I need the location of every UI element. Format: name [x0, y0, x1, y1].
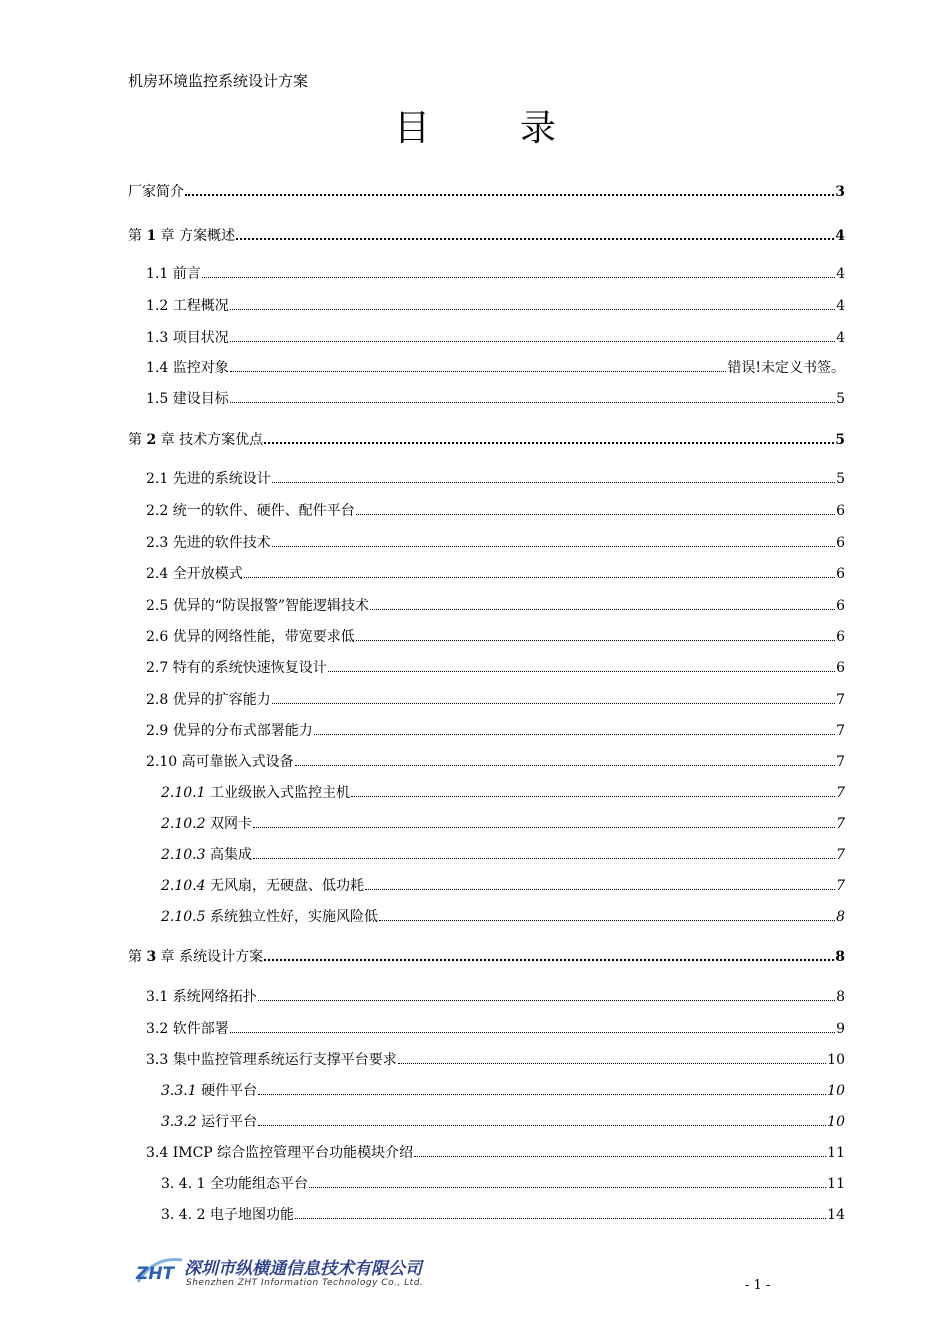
- chapter-label: 厂家简介: [128, 184, 184, 200]
- toc-page-number: 错误!未定义书签。: [727, 360, 845, 376]
- toc-page-number: 6: [836, 566, 845, 582]
- toc-page-number: 7: [836, 692, 845, 708]
- toc-page-number: 11: [827, 1145, 845, 1161]
- dot-leader: [230, 327, 835, 342]
- section-number: 2.4: [146, 566, 169, 582]
- section-label: 优异的扩容能力: [172, 692, 271, 708]
- dot-leader: [185, 180, 834, 196]
- toc-entry[interactable]: [161, 813, 845, 833]
- chapter-label: 章 方案概述: [160, 228, 236, 244]
- toc-entry[interactable]: [146, 626, 845, 646]
- toc-entry[interactable]: [161, 875, 845, 895]
- toc-entry[interactable]: [128, 945, 845, 965]
- section-label: 软件部署: [172, 1021, 229, 1037]
- section-number: 1.4: [146, 360, 169, 376]
- toc-entry-title: [161, 1174, 308, 1194]
- toc-entry-title: [146, 1019, 229, 1039]
- section-number: 1.5: [146, 391, 169, 407]
- section-number: 2.10.3: [161, 847, 206, 863]
- toc-entry-title: [146, 658, 327, 678]
- section-label: 先进的软件技术: [172, 535, 271, 551]
- toc-entry-title: [161, 783, 350, 803]
- section-number: 1.1: [146, 266, 169, 282]
- toc-entry-title: [146, 296, 229, 316]
- section-number: 2.10.5: [161, 909, 206, 925]
- toc-title: [0, 100, 950, 151]
- toc-entry-title: [128, 182, 184, 202]
- dot-leader: [264, 945, 834, 961]
- toc-entry-title: [146, 627, 355, 647]
- dot-leader: [328, 657, 835, 672]
- toc-entry[interactable]: [146, 563, 845, 583]
- toc-page-number: 8: [836, 909, 845, 925]
- section-number: 2.8: [146, 692, 169, 708]
- section-number: 1.2: [146, 298, 169, 314]
- section-label: 监控对象: [172, 360, 229, 376]
- toc-page-number: 10: [827, 1083, 845, 1099]
- toc-entry[interactable]: [161, 1080, 845, 1100]
- section-number: 2.5: [146, 598, 169, 614]
- dot-leader: [356, 626, 835, 641]
- dot-leader: [295, 1204, 826, 1219]
- toc-page-number: 3: [835, 184, 845, 200]
- toc-page-number: 10: [827, 1052, 845, 1068]
- toc-entry-title: [161, 1205, 294, 1225]
- toc-page-number: 6: [836, 598, 845, 614]
- toc-entry[interactable]: [161, 1173, 845, 1193]
- section-label: 优异的网络性能，带宽要求低: [172, 629, 355, 645]
- toc-entry[interactable]: [146, 751, 845, 771]
- toc-page-number: 8: [835, 949, 845, 965]
- section-label: 集中监控管理系统运行支撑平台要求: [172, 1052, 397, 1068]
- dot-leader: [370, 595, 835, 610]
- toc-entry[interactable]: [146, 295, 845, 315]
- dot-leader: [356, 500, 835, 515]
- toc-entry[interactable]: [146, 986, 845, 1006]
- toc-entry-title: [146, 721, 313, 741]
- toc-page-number: 7: [836, 847, 845, 863]
- toc-entry[interactable]: [146, 720, 845, 740]
- section-label: 特有的系统快速恢复设计: [172, 660, 327, 676]
- section-number: 2.10: [146, 754, 178, 770]
- toc-page-number: 5: [835, 432, 845, 448]
- section-label: 建设目标: [172, 391, 229, 407]
- section-label: 先进的系统设计: [172, 471, 271, 487]
- toc-page-number: 6: [836, 503, 845, 519]
- toc-entry-title: [146, 358, 229, 378]
- section-label: 运行平台: [201, 1114, 258, 1130]
- dot-leader: [272, 689, 835, 704]
- dot-leader: [244, 563, 835, 578]
- toc-entry[interactable]: [146, 357, 845, 377]
- dot-leader: [379, 906, 835, 921]
- company-name-cn: 深圳市纵横通信息技术有限公司: [184, 1259, 422, 1279]
- section-label: 优异的“防误报警”智能逻辑技术: [172, 598, 370, 614]
- dot-leader: [309, 1173, 826, 1188]
- toc-entry[interactable]: [128, 180, 845, 200]
- toc-entry[interactable]: [146, 1049, 845, 1069]
- toc-page-number: 7: [836, 785, 845, 801]
- chapter-prefix: 第: [128, 949, 142, 965]
- toc-page-number: 6: [836, 660, 845, 676]
- dot-leader: [236, 224, 834, 240]
- chapter-prefix: 第: [128, 432, 142, 448]
- toc-entry-title: [128, 430, 263, 450]
- toc-page-number: 4: [836, 298, 845, 314]
- toc-page-number: 9: [836, 1021, 845, 1037]
- section-number: 2.10.1: [161, 785, 206, 801]
- toc-entry[interactable]: [146, 689, 845, 709]
- dot-leader: [230, 357, 727, 372]
- toc-entry-title: [146, 469, 271, 489]
- chapter-label: 章 系统设计方案: [160, 949, 264, 965]
- section-label: 高可靠嵌入式设备: [181, 754, 294, 770]
- section-number: 2.7: [146, 660, 169, 676]
- page-number: - 1 -: [745, 1278, 771, 1293]
- chapter-prefix: 第: [128, 228, 142, 244]
- toc-page-number: 6: [836, 535, 845, 551]
- chapter-number: 3: [146, 949, 157, 965]
- page-header: 机房环境监控系统设计方案: [128, 72, 309, 90]
- toc-entry[interactable]: [161, 844, 845, 864]
- chapter-number: 1: [146, 228, 157, 244]
- toc-page-number: 4: [836, 266, 845, 282]
- company-name-en: Shenzhen ZHT Information Technology Co., Ltd.: [186, 1278, 424, 1288]
- section-label: 工程概况: [172, 298, 229, 314]
- section-label: 高集成: [209, 847, 252, 863]
- section-number: 3.1: [146, 989, 169, 1005]
- toc-entry[interactable]: [128, 428, 845, 448]
- dot-leader: [253, 813, 835, 828]
- toc-entry[interactable]: [146, 388, 845, 408]
- toc-page-number: 6: [836, 629, 845, 645]
- toc-page-number: 11: [827, 1176, 845, 1192]
- dot-leader: [258, 1111, 826, 1126]
- section-number: 2.1: [146, 471, 169, 487]
- toc-entry[interactable]: [146, 532, 845, 552]
- toc-page-number: 4: [836, 330, 845, 346]
- toc-entry-title: [146, 596, 369, 616]
- section-label: 系统网络拓扑: [172, 989, 257, 1005]
- dot-leader: [272, 532, 835, 547]
- section-number: 3. 4. 1: [161, 1176, 206, 1192]
- dot-leader: [230, 1018, 835, 1033]
- section-number: 3.2: [146, 1021, 169, 1037]
- section-label: 硬件平台: [201, 1083, 258, 1099]
- dot-leader: [230, 388, 835, 403]
- section-number: 3.4 IMCP: [146, 1145, 213, 1161]
- section-number: 3.3.2: [161, 1114, 197, 1130]
- toc-entry-title: [146, 690, 271, 710]
- toc-entry-title: [146, 501, 355, 521]
- section-label: 系统独立性好，实施风险低: [209, 909, 378, 925]
- toc-entry-title: [161, 907, 378, 927]
- section-label: 双网卡: [209, 816, 252, 832]
- toc-entry-title: [146, 389, 229, 409]
- toc-entry-title: [128, 947, 263, 967]
- toc-entry[interactable]: [146, 263, 845, 283]
- section-number: 3.3.1: [161, 1083, 197, 1099]
- section-label: 全开放模式: [172, 566, 243, 582]
- toc-entry-title: [146, 987, 257, 1007]
- toc-entry[interactable]: [146, 1018, 845, 1038]
- dot-leader: [295, 751, 835, 766]
- toc-entry[interactable]: [146, 468, 845, 488]
- toc-entry-title: [146, 1050, 397, 1070]
- section-label: 前言: [172, 266, 201, 282]
- toc-entry[interactable]: [161, 782, 845, 802]
- dot-leader: [253, 844, 835, 859]
- toc-entry-title: [146, 328, 229, 348]
- company-logo: [134, 1252, 424, 1296]
- toc-entry-title: [161, 1081, 257, 1101]
- section-number: 2.10.4: [161, 878, 206, 894]
- toc-entry[interactable]: [146, 595, 845, 615]
- section-label: 工业级嵌入式监控主机: [209, 785, 350, 801]
- toc-entry-title: [146, 564, 243, 584]
- svg-text:ZHT: ZHT: [136, 1264, 175, 1284]
- toc-entry-title: [146, 752, 294, 772]
- toc-entry[interactable]: [128, 224, 845, 244]
- dot-leader: [258, 986, 835, 1001]
- toc-entry[interactable]: [146, 327, 845, 347]
- toc-entry-title: [128, 226, 235, 246]
- toc-entry-title: [161, 876, 364, 896]
- toc-entry[interactable]: [146, 657, 845, 677]
- toc-title-right: 录: [520, 108, 557, 149]
- toc-page-number: 4: [835, 228, 845, 244]
- section-number: 2.9: [146, 723, 169, 739]
- toc-entry[interactable]: [146, 500, 845, 520]
- section-label: 电子地图功能: [209, 1207, 294, 1223]
- dot-leader: [230, 295, 835, 310]
- toc-entry[interactable]: [146, 1142, 845, 1162]
- dot-leader: [272, 468, 835, 483]
- section-label: 综合监控管理平台功能模块介绍: [217, 1145, 414, 1161]
- toc-entry-title: [161, 814, 252, 834]
- toc-page-number: 7: [836, 754, 845, 770]
- toc-page-number: 7: [836, 878, 845, 894]
- dot-leader: [314, 720, 835, 735]
- section-number: 2.3: [146, 535, 169, 551]
- section-number: 2.2: [146, 503, 169, 519]
- dot-leader: [365, 875, 835, 890]
- dot-leader: [258, 1080, 826, 1095]
- toc-page-number: 7: [836, 816, 845, 832]
- dot-leader: [202, 263, 835, 278]
- toc-entry-title: [161, 1112, 257, 1132]
- toc-entry[interactable]: [161, 906, 845, 926]
- section-label: 无风扇，无硬盘、低功耗: [209, 878, 364, 894]
- dot-leader: [398, 1049, 826, 1064]
- toc-entry[interactable]: [161, 1111, 845, 1131]
- zht-logo-icon: [134, 1252, 186, 1288]
- dot-leader: [351, 782, 835, 797]
- section-number: 2.6: [146, 629, 169, 645]
- toc-entry-title: [146, 1143, 413, 1163]
- toc-entry-title: [161, 845, 252, 865]
- section-label: 统一的软件、硬件、配件平台: [172, 503, 355, 519]
- toc-page-number: 7: [836, 723, 845, 739]
- section-number: 1.3: [146, 330, 169, 346]
- toc-entry-title: [146, 533, 271, 553]
- section-label: 全功能组态平台: [209, 1176, 308, 1192]
- chapter-number: 2: [146, 432, 157, 448]
- toc-page-number: 14: [827, 1207, 845, 1223]
- section-label: 项目状况: [172, 330, 229, 346]
- dot-leader: [414, 1142, 826, 1157]
- toc-entry[interactable]: [161, 1204, 845, 1224]
- toc-entry-title: [146, 264, 201, 284]
- toc-title-left: 目: [393, 108, 430, 149]
- toc-page-number: 8: [836, 989, 845, 1005]
- toc-page-number: 10: [827, 1114, 845, 1130]
- section-number: 2.10.2: [161, 816, 206, 832]
- toc-page-number: 5: [836, 471, 845, 487]
- toc-page-number: 5: [836, 391, 845, 407]
- chapter-label: 章 技术方案优点: [160, 432, 264, 448]
- section-number: 3. 4. 2: [161, 1207, 206, 1223]
- dot-leader: [264, 428, 834, 444]
- section-label: 优异的分布式部署能力: [172, 723, 313, 739]
- section-number: 3.3: [146, 1052, 169, 1068]
